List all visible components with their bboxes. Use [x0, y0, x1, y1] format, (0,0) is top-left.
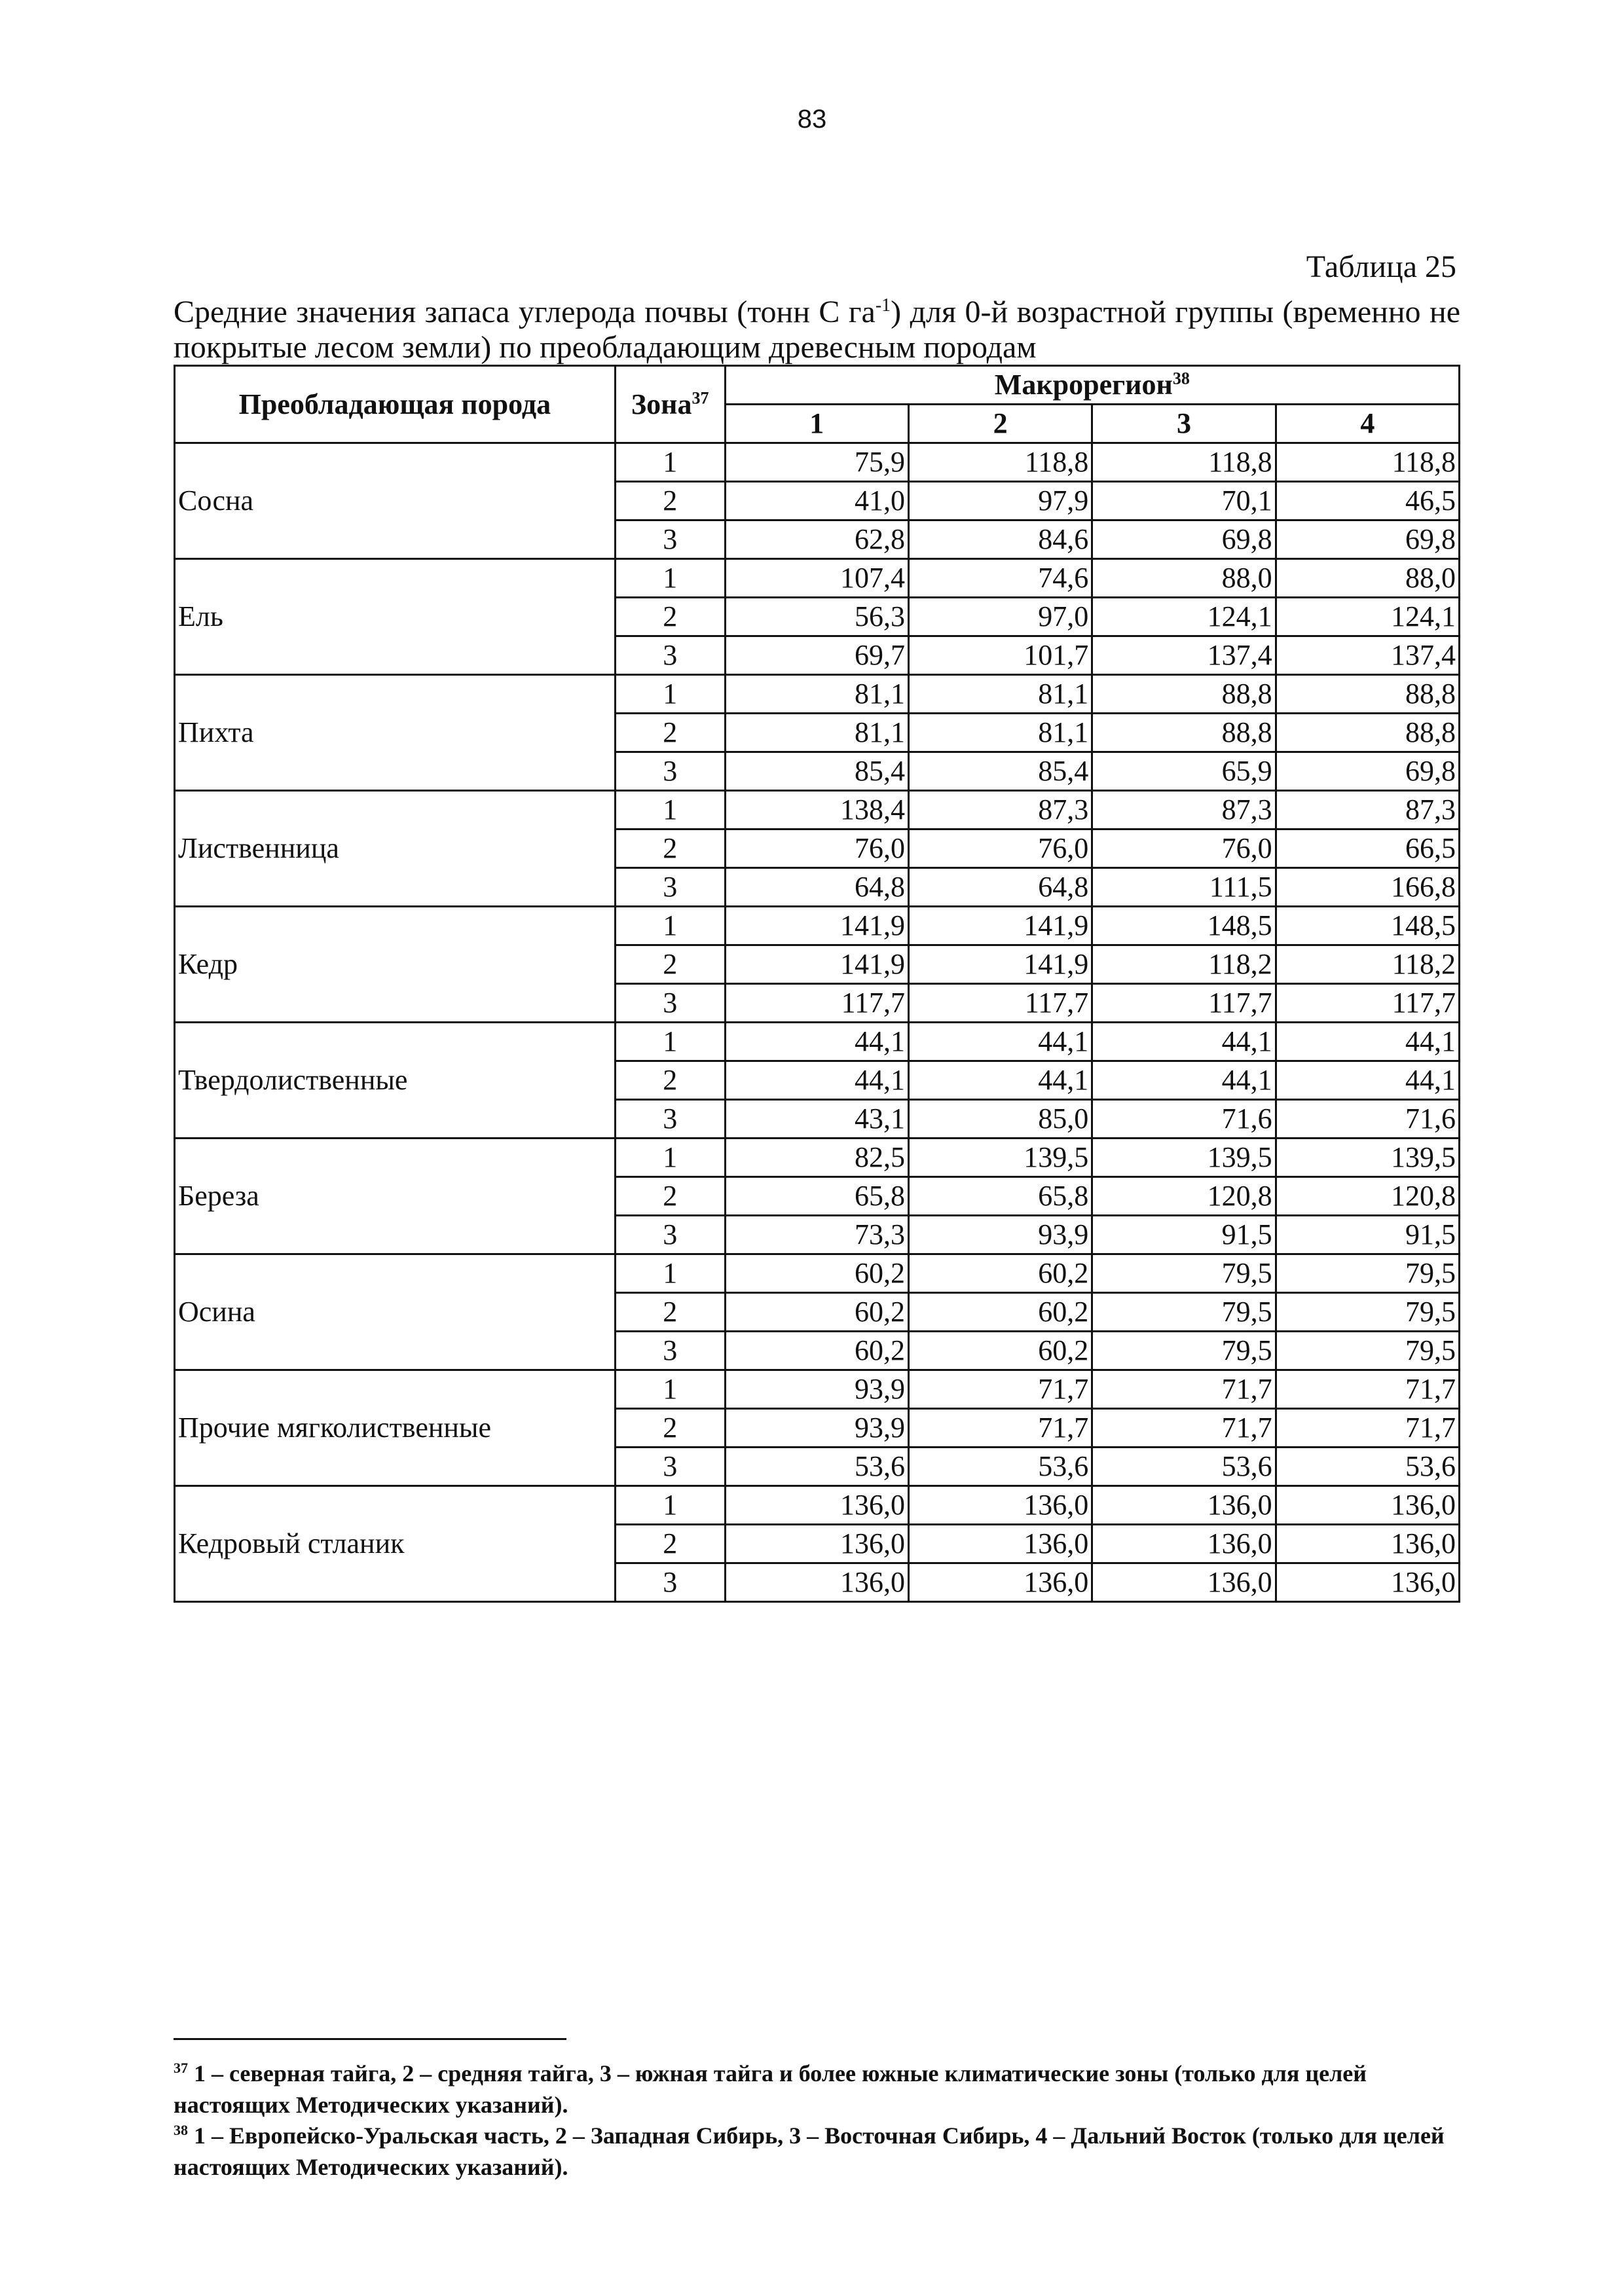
species-cell: Кедр: [175, 907, 616, 1023]
zone-cell: 3: [615, 1100, 725, 1139]
zone-cell: 1: [615, 1023, 725, 1061]
carbon-table: [174, 365, 1460, 1603]
value-cell: 82,5: [725, 1139, 908, 1177]
value-cell: 136,0: [1276, 1563, 1459, 1602]
value-cell: 111,5: [1092, 868, 1276, 907]
value-cell: 141,9: [908, 945, 1092, 984]
value-cell: 88,8: [1276, 714, 1459, 752]
value-cell: 141,9: [908, 907, 1092, 945]
footnote-38-text: 1 – Европейско-Уральская часть, 2 – Западная Сибирь, 3 – Восточная Сибирь, 4 – Дальний Восток (только для целей настоящих Методических указаний).: [174, 2123, 1445, 2180]
zone-cell: 2: [615, 829, 725, 868]
value-cell: 60,2: [725, 1332, 908, 1370]
value-cell: 85,0: [908, 1100, 1092, 1139]
value-cell: 79,5: [1276, 1293, 1459, 1332]
value-cell: 88,8: [1276, 675, 1459, 714]
value-cell: 118,2: [1092, 945, 1276, 984]
value-cell: 137,4: [1092, 636, 1276, 675]
zone-cell: 3: [615, 1563, 725, 1602]
value-cell: 71,7: [908, 1370, 1092, 1409]
value-cell: 71,7: [1276, 1409, 1459, 1448]
value-cell: 93,9: [725, 1409, 908, 1448]
footnote-ref-38: 38: [1172, 369, 1190, 388]
value-cell: 53,6: [908, 1448, 1092, 1486]
value-cell: 88,8: [1092, 675, 1276, 714]
value-cell: 76,0: [725, 829, 908, 868]
header-row: [175, 366, 1460, 405]
value-cell: 43,1: [725, 1100, 908, 1139]
value-cell: 65,8: [908, 1177, 1092, 1216]
zone-cell: 3: [615, 636, 725, 675]
value-cell: 117,7: [1276, 984, 1459, 1023]
value-cell: 93,9: [725, 1370, 908, 1409]
zone-cell: 2: [615, 1525, 725, 1563]
value-cell: 118,8: [1092, 443, 1276, 482]
value-cell: 71,7: [1092, 1370, 1276, 1409]
header-zone: [615, 366, 725, 443]
footnote-37-text: 1 – северная тайга, 2 – средняя тайга, 3 – южная тайга и более южные климатические зоны (только для целей настоящих Методических указаний).: [174, 2060, 1367, 2118]
value-cell: 148,5: [1276, 907, 1459, 945]
value-cell: 74,6: [908, 559, 1092, 598]
value-cell: 44,1: [1092, 1061, 1276, 1100]
value-cell: 81,1: [908, 714, 1092, 752]
value-cell: 71,7: [1092, 1409, 1276, 1448]
zone-cell: 1: [615, 907, 725, 945]
header-zone-label: Зона: [631, 388, 692, 420]
value-cell: 53,6: [1092, 1448, 1276, 1486]
value-cell: 139,5: [1276, 1139, 1459, 1177]
value-cell: 136,0: [908, 1563, 1092, 1602]
footnote-37-ref: 37: [174, 2060, 188, 2076]
value-cell: 56,3: [725, 598, 908, 636]
value-cell: 69,7: [725, 636, 908, 675]
value-cell: 81,1: [725, 714, 908, 752]
title-superscript: -1: [875, 295, 891, 316]
zone-cell: 3: [615, 752, 725, 791]
value-cell: 85,4: [908, 752, 1092, 791]
value-cell: 79,5: [1276, 1254, 1459, 1293]
table-row: [175, 1139, 1460, 1177]
zone-cell: 1: [615, 1486, 725, 1525]
value-cell: 66,5: [1276, 829, 1459, 868]
value-cell: 76,0: [908, 829, 1092, 868]
value-cell: 141,9: [725, 907, 908, 945]
table-number: Таблица 25: [1306, 249, 1456, 284]
species-cell: Береза: [175, 1139, 616, 1254]
value-cell: 97,0: [908, 598, 1092, 636]
species-cell: Осина: [175, 1254, 616, 1370]
value-cell: 79,5: [1092, 1254, 1276, 1293]
value-cell: 136,0: [1092, 1486, 1276, 1525]
zone-cell: 3: [615, 1216, 725, 1254]
table-row: [175, 1254, 1460, 1293]
zone-cell: 2: [615, 598, 725, 636]
zone-cell: 1: [615, 791, 725, 829]
value-cell: 70,1: [1092, 482, 1276, 520]
value-cell: 88,8: [1092, 714, 1276, 752]
zone-cell: 3: [615, 984, 725, 1023]
species-cell: Кедровый стланик: [175, 1486, 616, 1602]
table-row: [175, 675, 1460, 714]
table-title: [174, 288, 1460, 365]
value-cell: 117,7: [725, 984, 908, 1023]
value-cell: 136,0: [1276, 1486, 1459, 1525]
value-cell: 73,3: [725, 1216, 908, 1254]
value-cell: 118,8: [1276, 443, 1459, 482]
value-cell: 69,8: [1092, 520, 1276, 559]
value-cell: 44,1: [1276, 1023, 1459, 1061]
value-cell: 62,8: [725, 520, 908, 559]
footnote-37: [174, 2052, 1460, 2121]
value-cell: 41,0: [725, 482, 908, 520]
value-cell: 88,0: [1092, 559, 1276, 598]
value-cell: 136,0: [1092, 1525, 1276, 1563]
zone-cell: 1: [615, 675, 725, 714]
value-cell: 166,8: [1276, 868, 1459, 907]
value-cell: 60,2: [725, 1293, 908, 1332]
footnote-38-ref: 38: [174, 2122, 188, 2138]
zone-cell: 2: [615, 482, 725, 520]
value-cell: 136,0: [908, 1486, 1092, 1525]
value-cell: 60,2: [725, 1254, 908, 1293]
value-cell: 118,2: [1276, 945, 1459, 984]
zone-cell: 2: [615, 1293, 725, 1332]
species-cell: Сосна: [175, 443, 616, 559]
value-cell: 139,5: [1092, 1139, 1276, 1177]
value-cell: 53,6: [725, 1448, 908, 1486]
value-cell: 117,7: [1092, 984, 1276, 1023]
value-cell: 136,0: [1276, 1525, 1459, 1563]
value-cell: 124,1: [1092, 598, 1276, 636]
value-cell: 137,4: [1276, 636, 1459, 675]
value-cell: 87,3: [1276, 791, 1459, 829]
value-cell: 87,3: [908, 791, 1092, 829]
value-cell: 46,5: [1276, 482, 1459, 520]
zone-cell: 1: [615, 559, 725, 598]
value-cell: 101,7: [908, 636, 1092, 675]
table-row: [175, 791, 1460, 829]
value-cell: 136,0: [725, 1563, 908, 1602]
value-cell: 81,1: [725, 675, 908, 714]
zone-cell: 2: [615, 714, 725, 752]
zone-cell: 1: [615, 443, 725, 482]
zone-cell: 1: [615, 1139, 725, 1177]
value-cell: 44,1: [908, 1061, 1092, 1100]
value-cell: 139,5: [908, 1139, 1092, 1177]
header-region-2: 2: [908, 405, 1092, 443]
value-cell: 136,0: [725, 1525, 908, 1563]
value-cell: 84,6: [908, 520, 1092, 559]
value-cell: 85,4: [725, 752, 908, 791]
species-cell: Прочие мягколиственные: [175, 1370, 616, 1486]
value-cell: 136,0: [725, 1486, 908, 1525]
value-cell: 64,8: [725, 868, 908, 907]
value-cell: 53,6: [1276, 1448, 1459, 1486]
value-cell: 44,1: [1092, 1023, 1276, 1061]
zone-cell: 3: [615, 868, 725, 907]
title-part1: Средние значения запаса углерода почвы (тонн С га: [174, 295, 876, 329]
value-cell: 117,7: [908, 984, 1092, 1023]
value-cell: 91,5: [1092, 1216, 1276, 1254]
value-cell: 71,7: [1276, 1370, 1459, 1409]
table-row: [175, 559, 1460, 598]
value-cell: 124,1: [1276, 598, 1459, 636]
value-cell: 87,3: [1092, 791, 1276, 829]
table-row: [175, 1023, 1460, 1061]
footnote-ref-37: 37: [692, 388, 709, 407]
species-cell: Лиственница: [175, 791, 616, 907]
value-cell: 75,9: [725, 443, 908, 482]
value-cell: 136,0: [908, 1525, 1092, 1563]
value-cell: 44,1: [725, 1061, 908, 1100]
header-region-3: 3: [1092, 405, 1276, 443]
value-cell: 81,1: [908, 675, 1092, 714]
page-number: 83: [797, 105, 827, 134]
footnote-38: [174, 2115, 1460, 2183]
value-cell: 141,9: [725, 945, 908, 984]
value-cell: 65,9: [1092, 752, 1276, 791]
value-cell: 107,4: [725, 559, 908, 598]
table-row: [175, 443, 1460, 482]
value-cell: 64,8: [908, 868, 1092, 907]
value-cell: 118,8: [908, 443, 1092, 482]
table-row: [175, 907, 1460, 945]
header-macroregion: [725, 366, 1459, 405]
value-cell: 71,6: [1092, 1100, 1276, 1139]
value-cell: 71,7: [908, 1409, 1092, 1448]
value-cell: 60,2: [908, 1254, 1092, 1293]
header-macroregion-label: Макрорегион: [994, 369, 1173, 401]
species-cell: Пихта: [175, 675, 616, 791]
value-cell: 71,6: [1276, 1100, 1459, 1139]
table-row: [175, 1486, 1460, 1525]
zone-cell: 1: [615, 1254, 725, 1293]
value-cell: 44,1: [1276, 1061, 1459, 1100]
value-cell: 120,8: [1092, 1177, 1276, 1216]
footnote-divider: [174, 2038, 566, 2040]
value-cell: 69,8: [1276, 520, 1459, 559]
value-cell: 136,0: [1092, 1563, 1276, 1602]
value-cell: 91,5: [1276, 1216, 1459, 1254]
header-species: Преобладающая порода: [175, 366, 616, 443]
value-cell: 79,5: [1092, 1293, 1276, 1332]
value-cell: 93,9: [908, 1216, 1092, 1254]
value-cell: 88,0: [1276, 559, 1459, 598]
table-row: [175, 1370, 1460, 1409]
zone-cell: 3: [615, 1332, 725, 1370]
value-cell: 44,1: [725, 1023, 908, 1061]
zone-cell: 2: [615, 1177, 725, 1216]
title-part2: ) для 0-й возрастной группы (временно не покрытые лесом земли) по преобладающим древесным породам: [174, 295, 1460, 365]
value-cell: 138,4: [725, 791, 908, 829]
value-cell: 60,2: [908, 1293, 1092, 1332]
value-cell: 79,5: [1092, 1332, 1276, 1370]
value-cell: 76,0: [1092, 829, 1276, 868]
header-region-1: 1: [725, 405, 908, 443]
zone-cell: 1: [615, 1370, 725, 1409]
species-cell: Твердолиственные: [175, 1023, 616, 1139]
zone-cell: 2: [615, 1061, 725, 1100]
header-region-4: 4: [1276, 405, 1459, 443]
zone-cell: 3: [615, 1448, 725, 1486]
value-cell: 69,8: [1276, 752, 1459, 791]
value-cell: 148,5: [1092, 907, 1276, 945]
species-cell: Ель: [175, 559, 616, 675]
zone-cell: 3: [615, 520, 725, 559]
value-cell: 97,9: [908, 482, 1092, 520]
value-cell: 120,8: [1276, 1177, 1459, 1216]
value-cell: 44,1: [908, 1023, 1092, 1061]
value-cell: 60,2: [908, 1332, 1092, 1370]
zone-cell: 2: [615, 1409, 725, 1448]
value-cell: 65,8: [725, 1177, 908, 1216]
value-cell: 79,5: [1276, 1332, 1459, 1370]
zone-cell: 2: [615, 945, 725, 984]
